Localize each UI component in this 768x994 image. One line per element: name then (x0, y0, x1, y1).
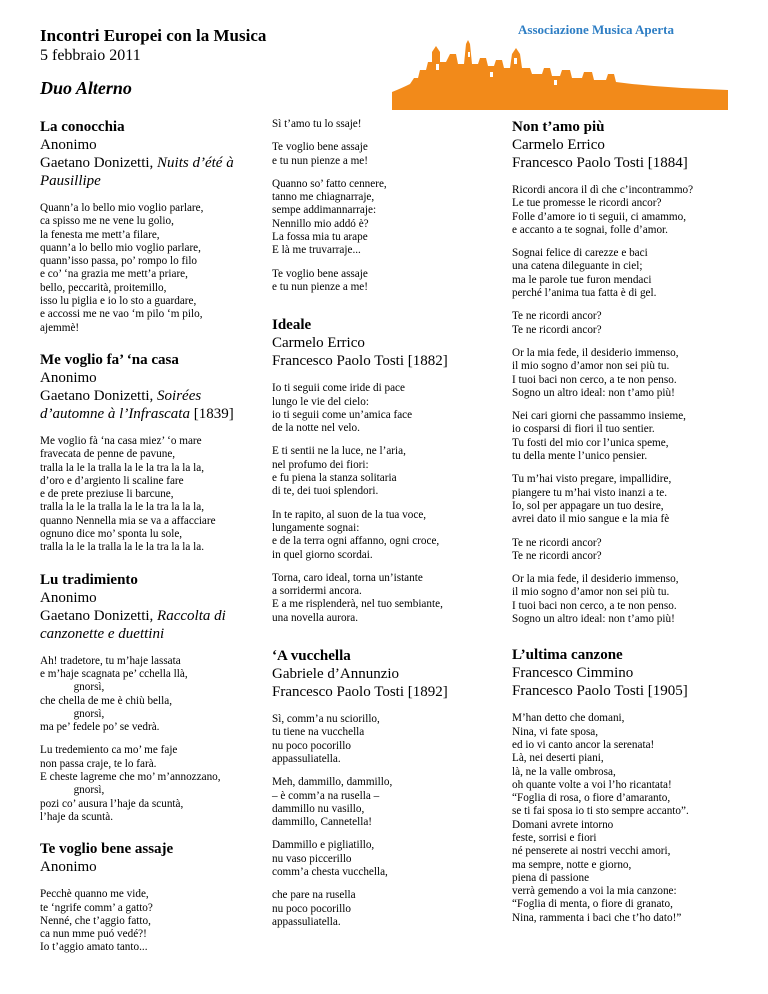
song-poet: Anonimo (40, 137, 97, 153)
stanza: Ricordi ancora il dì che c’incontrammo? Le tue promesse le ricordi ancor? Folle d’amore io ti seguii, ci amammo, e accanto a te sognai, folle d’amor. (512, 184, 694, 236)
stanza: In te rapito, al suon de la tua voce, lungamente sognai: e de la terra ogni affanno, ogni croce, in quel giorno scordai. (272, 508, 440, 561)
stanza: M’han detto che domani, Nina, vi fate sposa, ed io vi canto ancor la serenata! Là, nei deserti piani, là, ne la valle ombrosa, oh quante volte a voi l’ho ricantata! “Foglia di rosa, o fiore d’amaranto, se ti fai sposa io ti sto sempre accanto”. Domani avrete intorno feste, sorrisi e fiori né penserete ai nostri vecchi amori, ma sempre, notte e giorno, piena di passione verrà gemendo a voi la mia canzone: “Foglia di menta, o fiore di granato, Nina, rammenta i baci che t’ho dato!” (512, 712, 689, 924)
event-date: 5 febbraio 2011 (40, 47, 141, 64)
song-te-voglio-bene-assaje-continued (272, 118, 492, 294)
column-2 (272, 118, 492, 945)
song-poet: Carmelo Errico (512, 137, 605, 153)
stanza: Te voglio bene assaje e tu nun pienze a me! (272, 141, 368, 167)
song-title: Te voglio bene assaje (40, 841, 174, 858)
stanza: Te voglio bene assaje e tu nun pienze a me! (272, 267, 368, 293)
stanza: Quann’a lo bello mio voglio parlare, ca spisso me ne vene lu golio, la fenesta me mett’a filare, quann’a lo bello mio voglio parlare, quann’isso passa, po’ rompo lo filo e co’ ‘na grazia me mett’a priare, bello, peccarità, proitemillo, isso lu piglia e io lo sto a guardare, e accossi me ne vao ‘m pilo ‘m pilo, ajemmè! (40, 202, 204, 334)
song-composer: Gaetano Donizetti, Soirées d’automne à l’Infrascata [1839] (40, 387, 234, 422)
stanza: Or la mia fede, il desiderio immenso, il mio sogno d’amor non sei più tu. I tuoi baci non cerco, a te non penso. Sogno un altro ideal: non t’amo più! (512, 346, 679, 399)
stanza: Dammillo e pigliatillo, nu vaso piccerillo comm’a chesta vucchella, (272, 839, 388, 878)
stanza: Or la mia fede, il desiderio immenso, il mio sogno d’amor non sei più tu. I tuoi baci non cerco, a te non penso. Sogno un altro ideal: non t’amo più! (512, 573, 679, 626)
association-logo-graphic (392, 14, 728, 110)
song-me-voglio-fa-na-casa (40, 351, 252, 555)
song-composer: Gaetano Donizetti, Nuits d’été à Pausillipe (40, 155, 234, 189)
song-non-tamo-piu (512, 118, 740, 626)
stanza: Lu tredemiento ca mo’ me faje non passa craje, te lo farà. E cheste lagreme che mo’ m’annozzano, gnorsì, pozi co’ ausura l’haje da scuntà, l’haje da scuntà. (40, 744, 221, 823)
song-composer: Francesco Paolo Tosti [1892] (272, 684, 448, 701)
stanza: Me voglio fà ‘na casa miez’ ‘o mare fravecata de penne de pavune, tralla la le la tralla la le la tra la la la, d’oro e d’argiento li scaline fare e de prete preziuse li barcune, tralla la le la tralla la le la tra la la la, quanno Nennella mia se va a affacciare ognuno dice mo’ sponta lu sole, tralla la le la tralla la le la tra la la la. (40, 434, 216, 554)
song-title: L’ultima canzone (512, 647, 623, 664)
stanza: Te ne ricordi ancor? Te ne ricordi ancor? (512, 536, 602, 562)
song-collection: Soirées d’automne à l’Infrascata (40, 387, 202, 422)
song-ideale (272, 316, 492, 625)
logo-text: Associazione Musica Aperta (518, 22, 674, 37)
stanza: Quanno so’ fatto cennere, tanno me chiagnarraje, sempe addimannarraje: Nennillo mio addó è? La fossa mia tu arape E là me truvarraje... (272, 177, 387, 257)
song-a-vucchella (272, 647, 492, 929)
stanza: che pare na rusella nu poco pocorillo appassuliatella. (272, 889, 356, 928)
song-poet: Carmelo Errico (272, 335, 365, 352)
stanza: Te ne ricordi ancor? Te ne ricordi ancor? (512, 310, 602, 336)
skyline-silhouette (392, 40, 728, 110)
stanza: Torna, caro ideal, torna un’istante a sorridermi ancora. E a me risplenderà, nel tuo sembiante, una novella aurora. (272, 571, 443, 624)
song-title: Ideale (272, 317, 312, 334)
stanza: Nei cari giorni che passammo insieme, io cosparsi di fiori il tuo sentier. Tu fosti del mio cor l’unica speme, tu della mente l’unico pensier. (512, 410, 686, 463)
stanza: Sognai felice di carezze e baci una catena dileguante in ciel; ma le parole tue furon mendaci perché l’anima tua fatta è di gel. (512, 247, 657, 300)
column-1 (40, 118, 252, 971)
stanza: E ti sentii ne la luce, ne l’aria, nel profumo dei fiori: e fu piena la stanza solitaria di te, dei tuoi splendori. (272, 445, 406, 498)
song-composer: Francesco Paolo Tosti [1884] (512, 155, 688, 171)
song-poet: Anonimo (40, 589, 97, 606)
song-poet: Anonimo (40, 859, 97, 876)
song-year: [1839] (189, 405, 234, 422)
song-year: [1882] (404, 353, 448, 370)
song-year: [1884] (644, 155, 688, 171)
stanza: Ah! tradetore, tu m’haje lassata e m’haje scagnata pe’ cchella llà, gnorsì, che chella de me è chiù bella, gnorsì, ma pe’ fedele po’ se vedrà. (40, 654, 188, 734)
event-title: Incontri Europei con la Musica (40, 26, 267, 45)
song-lu-tradimiento (40, 571, 252, 825)
song-title: Non t’amo più (512, 119, 605, 135)
song-poet: Anonimo (40, 369, 97, 386)
song-title: Me voglio fa’ ‘na casa (40, 351, 179, 368)
stanza: Sì t’amo tu lo ssaje! (272, 118, 362, 130)
song-composer: Francesco Paolo Tosti [1882] (272, 353, 448, 370)
column-3 (512, 118, 740, 941)
song-collection: Raccolta di canzonette e duettini (40, 607, 226, 642)
stanza: Meh, dammillo, dammillo, – è comm’a na rusella – dammillo nu vasillo, dammillo, Cannetella! (272, 776, 393, 829)
song-poet: Francesco Cimmino (512, 665, 634, 682)
song-composer: Gaetano Donizetti, Raccolta di canzonette e duettini (40, 607, 226, 642)
association-logo (392, 14, 728, 110)
song-title: La conocchia (40, 119, 125, 135)
stanza: Sì, comm’a nu sciorillo, tu tiene na vucchella nu poco pocorillo appassuliatella. (272, 713, 380, 765)
song-title: ‘A vucchella (272, 648, 351, 665)
performer-name: Duo Alterno (40, 78, 132, 98)
song-year: [1892] (404, 684, 448, 701)
song-year: [1905] (644, 683, 688, 700)
page-header (40, 26, 266, 99)
stanza: Tu m’hai visto pregare, impallidire, piangere tu m’hai visto inanzi a te. Io, sol per appagare un tuo desire, avrei dato il mio sangue e la mia fè (512, 473, 672, 526)
stanza: Io ti seguii come iride di pace lungo le vie del cielo: io ti seguii come un’amica face de la notte nel velo. (272, 382, 413, 435)
stanza: Pecchè quanno me vide, te ‘ngrife comm’ a gatto? Nenné, che t’aggio fatto, ca nun mme puó vedé?! Io t’aggio amato tanto... (40, 888, 153, 954)
song-collection: Nuits d’été à Pausillipe (40, 155, 234, 189)
song-composer: Francesco Paolo Tosti [1905] (512, 683, 688, 700)
song-lultima-canzone (512, 646, 740, 925)
song-poet: Gabriele d’Annunzio (272, 666, 400, 683)
song-la-conocchia (40, 118, 252, 335)
song-te-voglio-bene-assaje (40, 840, 252, 954)
song-title: Lu tradimiento (40, 571, 138, 588)
